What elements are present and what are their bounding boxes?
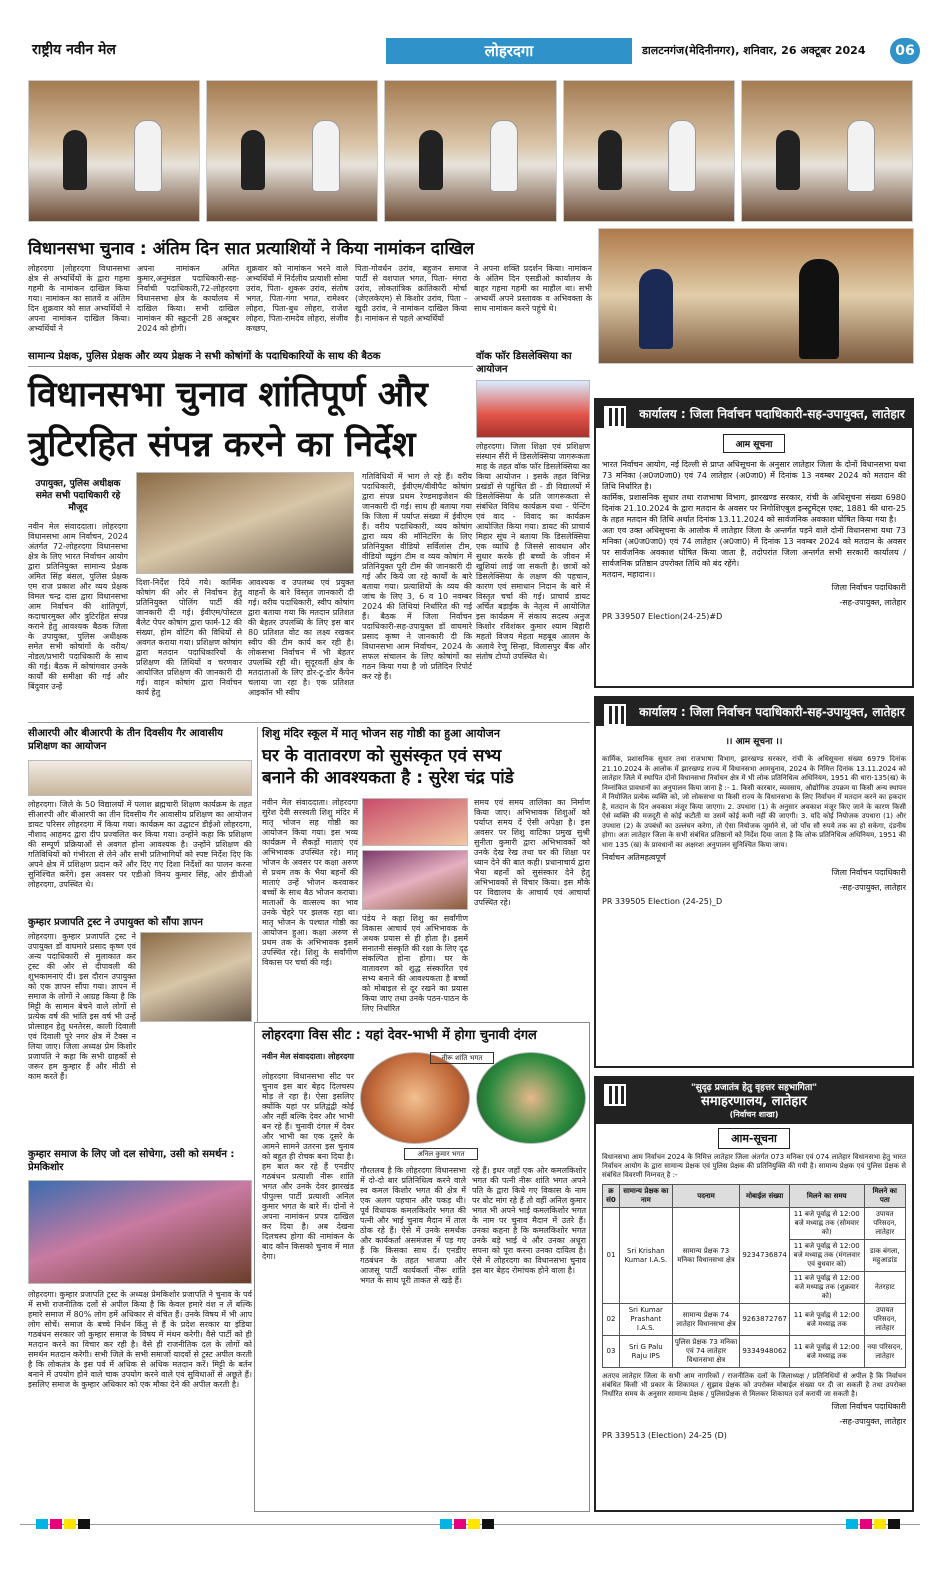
- table-header-row: [603, 1185, 906, 1208]
- table-row: [603, 1304, 906, 1336]
- trust-photo: [140, 932, 252, 1022]
- newspaper-logo: राष्ट्रीय नवीन मेल: [32, 42, 116, 58]
- nomination-photo: [741, 80, 913, 222]
- notice-para: अतः एव उक्त अधिसूचना के आलोक में लातेहार जिला के अन्तर्गत पड़ने वाले दोनों विधानसभा यथा 73 मनिका (अ0ज0जा0) एवं 74 लातेहार (अ0जा0) में दिनांक 13 नवम्बर 2024 को मतदान के अवसर पर सार्वजनिक अवकाश घोषित किया जाता है, तदोपरांत जिला अन्तर्गत सभी सरकारी कार्यालय / सार्वजनिक प्रतिष्ठान उपरोक्त तिथि को बंद रहेंगे।: [602, 526, 906, 568]
- notice-title: कार्यालय : जिला निर्वाचन पदाधिकारी-सह-उपायुक्त, लातेहार: [639, 407, 905, 421]
- emblem-icon: [604, 1084, 626, 1106]
- observer-table: [602, 1184, 906, 1368]
- story8-headline: लोहरदगा विस सीट : यहां देवर-भाभी में होगा चुनावी दंगल: [262, 1028, 537, 1043]
- story7-subhead-line2: बनाने की आवश्यकता है : सुरेश चंद्र पांडे: [262, 768, 514, 788]
- color-swatch: [860, 1519, 872, 1529]
- table-header: मिलने का पता: [864, 1185, 905, 1208]
- story3-text: लोहरदगा। जिला शिक्षा एवं प्रशिक्षण संस्थान सैंरी में डिसलेक्सिया जागरूकता माह के तहत वॉक फॉर डिसलेक्सिया का किया आयोजन । इसके तहत विभिन्न प्रखंडों से पहुंचित डी - डी विद्यालयों में डिसलेक्सिया के प्रति जागरूकता से संबंधित विविध कार्यक्रम यथा - पेन्टिंग एवं वाद - विवाद का कार्यक्रम आयोजित किया गया। डायट की प्राचार्य मिहार सूंघ ने बताया कि डिसलेक्सिया एक व्याधि है जिससे सावधान और सुधार करके ही बच्चों के जीवन में खुशियां लाई जा सकती है। छात्रों को डिसलेक्सिया के लक्षण की पहचान, कारण एवं समाधान निदान के बारे में विस्तृत चर्चा की गई। प्राचार्य डायट अर्चित बड़ाईक के नेतृत्व में आयोजित इस कार्यक्रम में संकाय सदस्य अनुज किशोर रविशंकर कुमार श्याम बिहारी महतो विजय मेहता महबूब आलम के अलावे रेणु सिन्हा, विलासपुर बैंक और संतोष टोप्पो उपस्थित थे।: [476, 442, 590, 661]
- story5-headline: कुम्हार प्रजापति ट्रस्ट ने उपायुक्त को सौंपा ज्ञापन: [28, 917, 203, 928]
- masthead: [20, 38, 920, 64]
- mother-feeding-photo: [362, 798, 468, 846]
- table-cell: नेतरहाट: [864, 1272, 905, 1304]
- notice-pr-number: PR 339513 (Election) 24-25 (D): [602, 1431, 727, 1440]
- story8-col3: रहे हैं। इधर जहाँ एक ओर कमलकिशोर भगत की पत्नी नीरू शांति भगत अपने पति के द्वारा किये गए विकास के नाम पर वोट मांग रहे हैं तो वहीं अनिल कुमार भगत भी अपने भाई कमलकिशोर भगत के नाम पर चुनाव मैदान में उतरे हैं। उनका कहना है कि कमलकिशोर भगत उनके बड़े भाई थे और उनका अधूरा सपना को पूरा करना उनका दायित्व है। ऐसे में लोहरदगा का विधानसभा चुनाव इस बार बेहद रोमांचक होने वाला है।: [472, 1166, 586, 1275]
- color-swatch: [50, 1519, 62, 1529]
- table-cell: उपायत परिसदन, लातेहार: [864, 1208, 905, 1240]
- story7-col1: नवीन मेल संवाददाता। लोहरदगा सुरेश देवी सरस्वती शिशु मंदिर में मातृ भोजन सह गोष्ठी का आयोजन किया गया। इस भव्य कार्यक्रम में सैकड़ों माताएं एवं अभिभावक उपस्थित रहे। मातृ भोजन के अवसर पर कक्षा अरुण से प्रथम तक के भैया बहनों की माताएं उन्हें भोजन करवाकर बच्चों के साथ बैठ भोजन कराया। माताओं के वात्सल्य का भाव उनके चेहरे पर झलक रहा था। मातृ भोजन के पश्चात गोष्ठी का आयोजन हुआ। कक्षा अरुण से प्रथम तक के अभिभावक इसमें उपस्थित रहे। शिशु के सर्वांगीण विकास पर चर्चा की गई।: [262, 798, 358, 967]
- candidate-label-a: नीरू शांति भगत: [430, 1052, 494, 1064]
- story7-col2: पंडेय ने कहा शिशु का सर्वांगीण विकास आचार्य एवं अभिभावक के अथक प्रयास से ही होता है। इसमें सनातनी संस्कृति की रक्षा के लिए दृढ़ संकल्पित होना होगा। घर के वातावरण को शुद्ध संस्कारित एवं सभ्य बनाने की आवश्यकता है बच्चों को मोबाइल से दूर रखने का प्रयास किया जाए तथा उनके पठन-पाठन के लिए निर्धारित: [362, 914, 468, 1013]
- training-photo: [28, 760, 252, 796]
- table-cell: 11 बजे पूर्वाह्न से 12:00 बजे मध्याह्न तक (मंगलवार एवं बुधवार को): [789, 1240, 864, 1272]
- notice-public-holiday: [594, 398, 914, 688]
- story1-col2: अपना नामांकन अमित कुमार,अनुमंडल पदाधिकारी-सह-निर्वाची पदाधिकारी,72-लोहरदगा विधानसभा क्षेत्र के कार्यालय में दाखिल किया। सभी दाखिल नामांकन की स्क्रूटनी 28 अक्टूबर 2024 को होगी।: [137, 264, 239, 333]
- table-header: सामान्य प्रेक्षक का नाम: [619, 1185, 672, 1208]
- notice-slogan: "सुदृढ़ प्रजातंत्र हेतु वृहत्तर सहभागिता": [690, 1083, 818, 1093]
- notice-intro: विधानसभा आम निर्वाचन 2024 के निमित्त लातेहार जिला अंतर्गत 073 मनिका एवं 074 लातेहार विधानसभा हेतु भारत निर्वाचन आयोग के द्वारा सामान्य प्रेक्षक एवं पुलिस प्रेक्षक की प्रतिनियुक्ति की गयी है। सामान्य प्रेक्षक एवं पुलिस प्रेक्षक से संबंधित विवरणी निम्नवत् है :-: [602, 1153, 906, 1179]
- notice-signature: जिला निर्वाचन पदाधिकारी: [831, 1402, 906, 1411]
- story2-kicker: सामान्य प्रेक्षक, पुलिस प्रेक्षक और व्यय प्रेक्षक ने सभी कोषांगों के पदाधिकारियों के साथ की बैठक: [28, 351, 381, 362]
- table-cell: डाक बंगला, महुआडांड: [864, 1240, 905, 1272]
- color-swatch: [78, 1519, 90, 1529]
- story1-headline: विधानसभा चुनाव : अंतिम दिन सात प्रत्याशियों ने किया नामांकन दाखिल: [28, 239, 475, 259]
- color-swatch: [440, 1519, 452, 1529]
- story2-headline-line1: विधानसभा चुनाव शांतिपूर्ण और: [28, 375, 428, 415]
- notice-signature: -सह-उपायुक्त, लातेहार: [839, 883, 906, 892]
- meeting-photo: [136, 472, 354, 574]
- color-swatch: [846, 1519, 858, 1529]
- color-swatch: [468, 1519, 480, 1529]
- story6-headline: कुम्हार समाज के लिए जो दल सोचेगा, उसी को समर्थन : प्रेमकिशोर: [28, 1149, 235, 1173]
- table-cell: 01: [603, 1208, 620, 1304]
- notice-label: ।। आम सूचना ।।: [725, 737, 783, 747]
- story3-headline: वॉक फॉर डिसलेक्सिया का आयोजन: [476, 351, 572, 375]
- notice-para: मतदान, महादान।।: [602, 570, 656, 579]
- story5-text: लोहरदगा। कुम्हार प्रजापति ट्रस्ट ने उपायुक्त डॉ वाघमारे प्रसाद कृष्ण एवं अन्य पदाधिकारी से मुलाकात कर ट्रस्ट की ओर से दीपावली की शुभकामनाएं दी। इस दौरान उपायुक्त को एक ज्ञापन सौंपा गया। ज्ञापन में समाज के लोगों ने आग्रह किया है कि मिट्टी के सामान बेचने वाले लोगों से प्रत्येक वर्ष की भांति इस वर्ष भी उन्हें प्रोत्साहन हेतु धनतेरस, काली दिवाली एवं दिवाली पूरे नगर क्षेत्र में टैक्स न लिया जाए। जिला अध्यक्ष प्रेम किशोर प्रजापति ने कहा कि सभी ग्राहकों से जरूर हम कुम्हार हैं और मीठी से काम करते हैं।: [28, 932, 136, 1081]
- table-cell: 11 बजे पूर्वाह्न से 12:00 बजे मध्याह्न तक (सोमवार को): [789, 1208, 864, 1240]
- story2-headline-line2: त्रुटिरहित संपन्न करने का निर्देश: [28, 425, 416, 465]
- story2-col3: आवश्यक व उपलब्ध एवं प्रयुक्त वाहनों के बारे विस्तृत जानकारी दी गई। वरीय पदाधिकारी, स्वीप कोषांग द्वारा बताया गया कि मतदान प्रतिशत की बेहतर उपलब्धि के लिए इस बार 80 प्रतिशत वोट का लक्ष्य रखकर स्वीप की टीम कार्य कर रही है। लोकसभा निर्वाचन में भी बेहतर उपलब्धि रही थी। सुदूरवर्ती क्षेत्र के मतदाताओं के लिए डोर-टू-डोर कैंपेन चलाया जा रहा है। एक प्रतिशत आइकॉन भी स्वीप: [248, 578, 354, 697]
- pottery-photo: [28, 1180, 252, 1284]
- notice-signature: -सह-उपायुक्त, लातेहार: [839, 1417, 906, 1426]
- notice-branch: (निर्वाचन शाखा): [729, 1110, 779, 1119]
- table-cell: 11 बजे पूर्वाह्न से 12:00 बजे मध्याह्न तक: [789, 1304, 864, 1336]
- table-cell: पुलिस प्रेक्षक 73 मनिका एवं 74 लातेहार विधानसभा क्षेत्र: [672, 1336, 740, 1368]
- notice-header: [596, 400, 912, 428]
- notice-para: भारत निर्वाचन आयोग, नई दिल्ली से प्राप्त अधिसूचना के अनुसार लातेहार जिला के दोनों विधानसभा यथा 73 मनिका (अ0ज0जा0) एवं 74 लातेहार (अ0जा0) में दिनांक 13 नवम्बर 2024 को मतदान की तिथि निर्धारित है।: [602, 460, 906, 491]
- table-cell: 9334948062: [740, 1336, 790, 1368]
- photo-strip: [28, 80, 913, 222]
- gathering-photo: [362, 850, 468, 910]
- table-header: क्र सं0: [603, 1185, 620, 1208]
- story4-headline: सीआरपी और बीआरपी के तीन दिवसीय गैर आवासीय प्रशिक्षण का आयोजन: [28, 728, 223, 752]
- story4-text: लोहरदगा। जिले के 50 विद्यालयों में पलाश ब्रह्मचारी शिक्षण कार्यक्रम के तहत सीआरपी और बीआरपी का तीन दिवसीय गैर आवासीय प्रशिक्षण का आयोजन डायट परिसर लोहरदगा में किया गया। कार्यक्रम का उद्घाटन डीईओ लोहरदगा, नौशाद आहमद द्वारा दीप प्रज्वलित कर किया गया। उन्होंने कहा कि प्रशिक्षण की सम्पूर्ण प्रक्रियाओं से अवगत होना आवश्यक है। उन्होंने प्रशिक्षण की गतिविधियों को गंभीरता से लेने और सभी प्रतिभागियों को स्पष्ट निर्देश दिए कि अपने क्षेत्र में प्रशिक्षण प्रदान करें और दिए गए दिशा निर्देशों का पालन करना सुनिश्चित करेंगे। इस अवसर पर एडीओ विनय कुमार सिंह, ओर डीपीओ लोहरदगा, उपस्थित थे।: [28, 800, 252, 889]
- registration-colorbar-left: [36, 1519, 92, 1529]
- story7-col3: समय एवं समय तालिका का निर्माण किया जाए। अभिभावक शिशुओं को पर्याप्त समय दें ऐसी अपेक्षा है। इस अवसर पर शिशु वाटिका प्रमुख सुश्री सुनीता कुमारी द्वारा अभिभावकों को उनके देख रेख तथा घर की शिक्षा पर ध्यान देने की बात कही। प्रधानाचार्य द्वारा भैया बहनों को सुसंस्कार देने हेतु अभिभावकों से विचार किया। इस मौके पर विद्यालय के आचार्य एवं आचार्या उपस्थित रहे।: [474, 798, 590, 907]
- table-cell: उपायत परिसदन, लातेहार: [864, 1304, 905, 1336]
- nomination-photo: [28, 80, 200, 222]
- table-cell: 02: [603, 1304, 620, 1336]
- walk-photo: [476, 380, 590, 438]
- table-row: [603, 1208, 906, 1240]
- notice-paid-leave: [594, 696, 914, 1068]
- table-cell: 9234736874: [740, 1208, 790, 1304]
- table-cell: सामान्य प्रेक्षक 73 मनिका विधानसभा क्षेत्र: [672, 1208, 740, 1304]
- ballot-box-icon: [604, 704, 626, 726]
- table-cell: सामान्य प्रेक्षक 74 लातेहार विधानसभा क्षेत्र: [672, 1304, 740, 1336]
- notice-pr-number: PR 339505 Election (24-25)_D: [602, 897, 723, 906]
- notice-para: कार्मिक, प्रशासनिक सुधार तथा राजभाषा विभाग, झारखण्ड सरकार, रांची के अधिसूचना संख्या 6980 दिनांक 21.10.2024 के द्वारा मतदान के अवसर पर निगोशिएबुल इन्स्ट्रूमेंट्स एक्ट, 1881 की धारा-25 के तहत मतदान की तिथि अर्थात दिनांक 13.11.2024 को सार्वजनिक अवकाश घोषित किया गया है।: [602, 493, 906, 524]
- nomination-photo: [563, 80, 735, 222]
- candidate-photo-a: [360, 1052, 470, 1144]
- story1-col3: शुक्रवार को नामांकन भरने वाले अभ्यर्थियों में निर्दलीय प्रत्याशी सोमा उरांव, पिता- शुकरू उरांव, संतोष भगत, पिता-गंगा भगत, रामेश्वर लोहरा, पिता-बुध लोहरा, राजेश लोहरा, पिता-रामदेव लोहरा, संजीव कच्छप,: [246, 264, 348, 333]
- notice-label: आम सूचना: [723, 434, 786, 453]
- color-swatch: [454, 1519, 466, 1529]
- notice-header: [596, 698, 912, 726]
- notice-outro: अतएव लातेहार जिला के सभी आम नागरिकों / राजनीतिक दलों के जिलाध्यक्ष / प्रतिनिधियों से अपील है कि निर्वाचन संबंधित किसी भी प्रकार के शिकायत / सुझाव प्रेक्षक को उपरोक्त मोबाईल संख्या पर दी जा सकती है तथा उपरोक्त निर्धारित समय के अनुसार सामान्य प्रेक्षक / पुलिसप्रेक्षक से मिलकर शिकायत दर्ज करायी जा सकती है।: [602, 1372, 906, 1398]
- registration-colorbar-center: [440, 1519, 496, 1529]
- table-cell: नया परिसदन, लातेहार: [864, 1336, 905, 1368]
- registration-colorbar-right: [846, 1519, 902, 1529]
- table-cell: Sri G Palu Raju IPS: [619, 1336, 672, 1368]
- notice-observers: [594, 1076, 914, 1512]
- table-cell: Sri Kumar Prashant I.A.S.: [619, 1304, 672, 1336]
- ballot-box-icon: [604, 406, 626, 428]
- story2-col4: गतिविधियों में भाग ले रहे हैं। वरीय पदाधिकारी, ईवीएम/वीवीपैट कोषांग द्वारा संपन्न प्रथम रेण्डमाइजेशन की जानकारी दी गई। साथ ही बताया गया कि जिला में पर्याप्त संख्या में ईवीएम हैं। वरीय पदाधिकारी, व्यय कोषांग द्वारा व्यय की मॉनिटरिंग के लिए प्रतिनियुक्त वीडियो सर्विलांस टीम, वीडियो व्यूइंग टीम व व्यय कोषांग में प्रतिनियुक्त पूरी टीम की जानकारी दी गई और किये जा रहे कार्यों के बारे बताया गया। प्रत्याशियों के व्यय की जांच के लिए 3, 6 व 10 नवम्बर 2024 की तिथियां निर्धारित की गई हैं। बैठक में जिला निर्वाचन पदाधिकारी-सह-उपायुक्त डॉ वाघमारे प्रसाद कृष्ण ने जानकारी दी कि विधानसभा आम निर्वाचन, 2024 के सफल संचालन के लिए कोषांगों का गठन किया गया है जो प्रतिदिन रिपोर्ट कर रहे हैं।: [362, 472, 472, 681]
- story2-subhead: उपायुक्त, पुलिस अधीक्षक समेत सभी पदाधिकारी रहे मौजूद: [35, 479, 121, 513]
- story8-byline: नवीन मेल संवाददाता। लोहरदगा: [262, 1052, 354, 1061]
- table-cell: 11 बजे पूर्वाह्न से 12:00 बजे मध्याह्न तक (शुक्रवार को): [789, 1272, 864, 1304]
- dateline: डालटनगंज(मेदिनीनगर), शनिवार, 26 अक्टूबर 2024: [642, 44, 866, 57]
- story1-col1: लोहरदगा |लोहरदगा विधानसभा क्षेत्र से अभ्यर्थियों के द्वारा गहमा गहमी के नामांकन दाखिल किया गया। नामांकन का सातवें व अंतिम दिन शुक्रवार को सात अभ्यर्थियों ने अपना नामांकन दाखिल किया। अभ्यर्थियों ने: [28, 264, 130, 333]
- notice-title: समाहरणालय, लातेहार: [701, 1094, 807, 1109]
- table-cell: 03: [603, 1336, 620, 1368]
- notice-signature: जिला निर्वाचन पदाधिकारी: [831, 868, 906, 877]
- story2-col2: दिशा-निर्देश दिये गये। कार्मिक कोषांग की ओर से निर्वाचन हेतु प्रतिनियुक्त पोलिंग पार्टी की जानकारी दी गई। ईवीएम/पोस्टल बैलेट पेपर कोषांग द्वारा फार्म-12 की संख्या, होम वोटिंग की विधियों से अवगत कराया गया। प्रशिक्षण कोषांग द्वारा मतदान पदाधिकारियों के प्रशिक्षण की तिथियों व चरणवार आयोजित प्रशिक्षण की जानकारी दी गई। वाहन कोषांग द्वारा निर्वाचन कार्य हेतु: [136, 578, 242, 697]
- color-swatch: [482, 1519, 494, 1529]
- divider: [28, 366, 473, 367]
- color-swatch: [64, 1519, 76, 1529]
- story7-subhead-line1: घर के वातावरण को सुसंस्कृत एवं सभ्य: [262, 746, 502, 766]
- color-swatch: [36, 1519, 48, 1529]
- story1-col5: ने अपना शक्ति प्रदर्शन किया। नामांकन के अंतिम दिन एसडीओ कार्यालय के बाहर गहमा गहमी का माहौल था। सभी अभ्यर्थी अपने प्रस्तावक व अभिवक्ता के साथ नामांकन करने पहुंचे थे।: [474, 264, 592, 313]
- nomination-photo: [206, 80, 378, 222]
- story8-col2: गौरतलब है कि लोहरदगा विधानसभा में दो-दो बार प्रतिनिधित्व करने वाले स्व कमल किशोर भगत की क्षेत्र में एक अलग पहचान और पकड़ थी। पूर्व विधायक कमलकिशोर भगत की पत्नी और भाई चुनाव मैदान में ताल ठोक रहे हैं। ऐसे में उनके समर्थक और कार्यकर्ता असमंजस में पड़ गए हैं कि किसका साथ दें। एनडीए गठबंधन के तहत भाजपा और आजसू पार्टी कार्यकर्ता नीरू शांति भगत के साथ पूरी ताकत से खड़े हैं।: [360, 1166, 466, 1285]
- table-cell: 11 बजे पूर्वाह्न से 12:00 बजे मध्याह्न तक: [789, 1336, 864, 1368]
- notice-header: [596, 1078, 912, 1124]
- candidate-photo-b: [476, 1052, 586, 1144]
- table-header: मोबाईल संख्या: [740, 1185, 790, 1208]
- table-cell: 9263872767: [740, 1304, 790, 1336]
- nomination-photo-large: [598, 228, 914, 364]
- table-header: मिलने का समय: [789, 1185, 864, 1208]
- table-header: पदनाम: [672, 1185, 740, 1208]
- notice-title: कार्यालय : जिला निर्वाचन पदाधिकारी-सह-उपायुक्त, लातेहार: [639, 705, 905, 719]
- table-cell: Sri Krishan Kumar I.A.S.: [619, 1208, 672, 1304]
- notice-signature: -सह-उपायुक्त, लातेहार: [839, 598, 906, 607]
- story8-col1: लोहरदगा विधानसभा सीट पर चुनाव इस बार बेहद दिलचस्प मोड़ ले रहा है। ऐसा इसलिए क्योंकि यहां पर प्रतिद्वंद्वी कोई और नहीं बल्कि देवर और भाभी बन रहे हैं। चुनावी दंगल में देवर और भाभी का एक दूसरे के आमने सामने उतरना इस चुनाव को बहुत ही रोचक बना दिया है। हम बात कर रहे हैं एनडीए गठबंधन प्रत्याशी नीरू शांति भगत और उनके देवर झारखंड पीपुल्स पार्टी प्रत्याशी अनिल कुमार भगत के बारे में। दोनों ने अपना नामांकन प्रपत्र दाखिल कर दिया है। अब देखना दिलचस्प होगा की नामांकन के बाद कौन किसको चुनाव में मात देगा।: [262, 1072, 354, 1261]
- color-swatch: [888, 1519, 900, 1529]
- story1-col4: पिता-गोवर्धन उरांव, बहुजन समाज पार्टी से वशपाल भगत, पिता- मंगरा उरांव, लोकतांत्रिक क्रांतिकारी मोर्चा (जेएलकेएम) से किशोर उरांव, पिता - खुदी उरांव, ने नामांकन दाखिल किया है। नामांकन से पहले अभ्यर्थियों: [355, 264, 467, 323]
- notice-signature: जिला निर्वाचन पदाधिकारी: [831, 583, 906, 592]
- nomination-photo: [384, 80, 556, 222]
- story7-headline: शिशु मंदिर स्कूल में मातृ भोजन सह गोष्ठी का हुआ आयोजन: [262, 727, 500, 740]
- color-swatch: [874, 1519, 886, 1529]
- notice-para: कार्मिक, प्रशासनिक सुधार तथा राजभाषा विभाग, झारखण्ड सरकार, रांची के अधिसूचना संख्या 6979 दिनांक 21.10.2024 के आलोक में झारखण्ड राज्य में विधानसभा आमचुनाव, 2024 के निमित्त दिनांक 13.11.2024 को लातेहार जिले में स्थापित दोनों विधानसभा निर्वाचन क्षेत्र में भी लोक प्रतिनिधित्व अधिनियम, 1951 की धारा-135(ख) के निम्नांकित प्रावधानों का अनुपालन किया जाना है :- 1. किसी कारबार, व्यवसाय, औद्योगिक उपक्रम या किसी अन्य स्थापन में नियोजित प्रत्येक व्यक्ति को, जो लोकसभा या किसी राज्य के विधानसभा के लिए निर्वाचन में मतदान करने का हकदार है, मतदान के दिन अवकाश मंजूर किया जाएगा। 2. उपधारा (1) के अनुसार अवकाश मंजूर किए जाने के कारण किसी ऐसे व्यक्ति की मजदूरी से कोई कटौती या उसमें कोई कमी नहीं की जाएगी। 3. यदि कोई नियोजक उपधारा (1) और उपधारा (2) के उपबंधों का उल्लंघन करेगा, तो ऐसा नियोजक जुर्माने से, जो पाँच सौ रुपये तक का हो सकेगा, दंडनीय होगा। अतः लातेहार जिला के सभी संबंधित प्रतिष्ठानों को निर्देश दिया जाता है कि लोक प्रतिनिधित्व अधिनियम, 1951 की धारा 135 (ख) के प्रावधानों का अक्षरशः अनुपालन सुनिश्चित किया जाय।: [602, 755, 906, 849]
- notice-pr-number: PR 339507 Election(24-25)#D: [602, 612, 723, 621]
- candidate-label-b: अनिल कुमार भगत: [404, 1148, 478, 1160]
- table-row: [603, 1336, 906, 1368]
- story6-text: लोहरदगा। कुम्हार प्रजापति ट्रस्ट के अध्यक्ष प्रेमकिशोर प्रजापति ने चुनाव के पर्व में सभी राजनीतिक दलों से अपील किया है कि केवल हमारे वंश न लें बल्कि हमारे समाज में 80% लोग हमें अधिकार से वंचित हैं। उनके विषय में भी आप लोग सोचें। समाज के बच्चे निर्धन किंतु से हैं के प्रदेश सरकार या इंडिया गठबंधन सरकार जो कुम्हार समाज के विषय में मंथन करेगी। वैसे पार्टी को ही मतदान करने का विचार कर रही है। वैसे ही राजनीतिक दल के लोगों को समर्थन मतदान करेगी। सभी जिले के सभी समाजों यादवों से ट्रस्ट अपील करती है कि लोकतंत्र के इस पर्व में अधिक से अधिक मतदान करें। मिट्टी के बर्तन बनाने में उपयोग होने वाले चाक उपयोग करने वाले एवं सुविधाओं से अछूते हैं। इसलिए समाज के कुम्हार अधिकार को एक मौका देने की अपील करती है।: [28, 1290, 252, 1389]
- divider: [28, 722, 590, 723]
- notice-subtitle: निर्वाचन अतिमहत्वपूर्ण: [602, 853, 666, 862]
- section-title: लोहरदगा: [386, 38, 632, 64]
- page-number: 06: [890, 38, 920, 64]
- story2-col1: नवीन मेल संवाददाता। लोहरदगा विधानसभा आम निर्वाचन, 2024 अंतर्गत 72-लोहरदगा विधानसभा क्षेत्र के लिए भारत निर्वाचन आयोग द्वारा प्रतिनियुक्त सामान्य प्रेक्षक अमित सिंह बंसल, पुलिस प्रेक्षक एम राज प्रकाश और व्यय प्रेक्षक विमल चन्द्र दास द्वारा विधानसभा आम निर्वाचन की शांतिपूर्ण, कदाचारमुक्त और त्रुटिरहित संपन्न कराने हेतु आवश्यक बैठक जिला के उपायुक्त, पुलिस अधीक्षक समेत सभी कोषांगों के वरीय/नोडल/प्रभारी पदाधिकारी के साथ की गई। बैठक में कोषांगवार उनके कार्यों की समीक्षा की गई और बिंदुवार उन्हें: [28, 522, 128, 691]
- notice-label: आम-सूचना: [718, 1128, 790, 1149]
